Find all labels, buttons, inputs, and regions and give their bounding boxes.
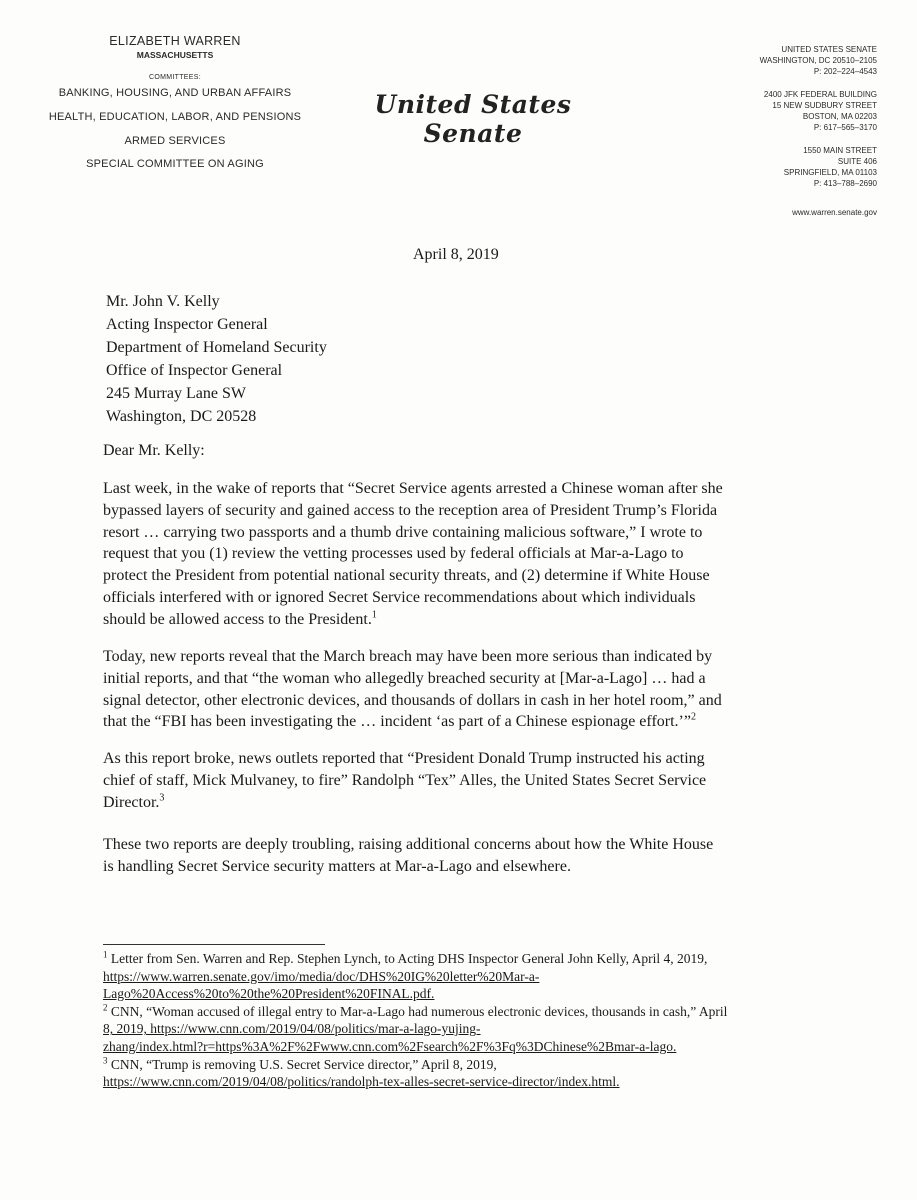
office-line: 15 NEW SUDBURY STREET <box>772 101 877 110</box>
paragraph-line: Last week, in the wake of reports that “Secret Service agents arrested a Chinese woman after she <box>103 480 723 497</box>
footnote-url[interactable]: Lago%20Access%20to%20the%20President%20FINAL.pdf. <box>103 986 435 1002</box>
footnote-line <box>103 950 823 968</box>
footnote-number: 3 <box>103 1055 108 1066</box>
committee-item: ARMED SERVICES <box>124 135 226 147</box>
recipient-line: Office of Inspector General <box>106 362 283 379</box>
paragraph-line: These two reports are deeply troubling, raising additional concerns about how the White House <box>103 836 714 853</box>
footnote <box>103 1056 823 1091</box>
recipient-line: Department of Homeland Security <box>106 339 327 356</box>
body-paragraph <box>103 748 823 813</box>
recipient-line: 245 Murray Lane SW <box>106 385 246 402</box>
paragraph-line: initial reports, and that “the woman who allegedly breached security at [Mar-a-Lago] … had a <box>103 669 706 687</box>
office-line: BOSTON, MA 02203 <box>802 112 877 121</box>
footnote-ref[interactable]: 3 <box>159 792 165 804</box>
footnote-line <box>103 1056 823 1074</box>
letterhead-offices <box>697 44 877 218</box>
footnote-text: CNN, “Woman accused of illegal entry to Mar-a-Lago had numerous electronic devices, thousands in cash,” April <box>110 1003 728 1019</box>
recipient-line: Washington, DC 20528 <box>106 408 257 425</box>
footnote-number: 2 <box>103 1002 108 1013</box>
footnote-url[interactable]: 8, 2019, https://www.cnn.com/2019/04/08/politics/mar-a-lago-yujing- <box>103 1021 481 1037</box>
committee-item: BANKING, HOUSING, AND URBAN AFFAIRS <box>58 87 292 99</box>
office-boston <box>697 89 877 133</box>
footnote-text: CNN, “Trump is removing U.S. Secret Service director,” April 8, 2019, <box>110 1056 497 1072</box>
paragraph-line: protect the President from potential national security threats, and (2) determine if White House <box>103 567 710 585</box>
office-line: 2400 JFK FEDERAL BUILDING <box>763 90 877 99</box>
paragraph-line: request that you (1) review the vetting processes used by federal officials at Mar-a-Lago to <box>103 545 684 563</box>
footnote-text: Letter from Sen. Warren and Rep. Stephen Lynch, to Acting DHS Inspector General John Kelly, April 4, 2019, <box>110 951 708 966</box>
footnote <box>103 1003 823 1056</box>
senator-state: MASSACHUSETTS <box>136 50 214 60</box>
footnote-number: 1 <box>103 949 108 960</box>
paragraph-line: Director.$^3$ <box>103 792 165 811</box>
paragraph-line: should be allowed access to the President.$^1$ <box>103 609 377 628</box>
paragraph-line: that the “FBI has been investigating the … incident ‘as part of a Chinese espionage effort.’”$^2$ <box>103 712 696 731</box>
body-paragraph <box>103 478 823 631</box>
website-link[interactable]: www.warren.senate.gov <box>792 208 877 217</box>
footnote-url[interactable]: https://www.cnn.com/2019/04/08/politics/randolph-tex-alles-secret-service-director/index.html. <box>103 1074 620 1090</box>
office-line: P: 617–565–3170 <box>813 123 877 132</box>
footnote-url[interactable]: zhang/index.html?r=https%3A%2F%2Fwww.cnn.com%2Fsearch%2F%3Fq%3DChinese%2Bmar-a-lago. <box>103 1038 677 1054</box>
letterhead-left <box>40 34 310 170</box>
office-line: P: 413–788–2690 <box>813 179 877 188</box>
senator-name: ELIZABETH WARREN <box>109 34 241 48</box>
footnote-link-line[interactable] <box>103 985 823 1003</box>
senate-title: United States Senate <box>374 90 572 148</box>
footnote-link-line[interactable] <box>103 968 823 986</box>
recipient-line: Acting Inspector General <box>106 316 268 333</box>
committee-item: HEALTH, EDUCATION, LABOR, AND PENSIONS <box>48 111 302 123</box>
salutation: Dear Mr. Kelly: <box>103 442 205 459</box>
office-line: 1550 MAIN STREET <box>803 146 877 155</box>
footnote-ref[interactable]: 2 <box>690 712 696 724</box>
body-paragraph <box>103 834 823 878</box>
footnote-ref[interactable]: 1 <box>371 609 377 621</box>
office-line: P: 202–224–4543 <box>813 67 877 76</box>
office-springfield <box>697 145 877 189</box>
footnote-link-line[interactable] <box>103 1020 823 1038</box>
office-line: WASHINGTON, DC 20510–2105 <box>759 56 877 65</box>
footnote-link-line[interactable] <box>103 1073 823 1091</box>
paragraph-line: bypassed layers of security and gained access to the reception area of President Trump’s Florida <box>103 501 718 519</box>
paragraph-line: resort … carrying two passports and a thumb drive containing malicious software,” I wrote to <box>103 523 703 541</box>
footnote-link-line[interactable] <box>103 1038 823 1056</box>
committee-item: SPECIAL COMMITTEE ON AGING <box>86 158 264 170</box>
office-line: UNITED STATES SENATE <box>781 45 877 54</box>
recipient-address <box>106 290 327 428</box>
paragraph-line: chief of staff, Mick Mulvaney, to fire” Randolph “Tex” Alles, the United States Secret Service <box>103 771 707 789</box>
letter-date: April 8, 2019 <box>413 246 499 263</box>
paragraph-line: is handling Secret Service security matters at Mar-a-Lago and elsewhere. <box>103 857 571 875</box>
office-washington <box>697 44 877 77</box>
body-paragraph <box>103 646 823 733</box>
footnote-line <box>103 1003 823 1021</box>
footnotes <box>103 950 823 1091</box>
recipient-line: Mr. John V. Kelly <box>106 293 220 310</box>
committees-label: COMMITTEES: <box>149 74 201 81</box>
paragraph-line: signal detector, other electronic devices, and thousands of dollars in cash in her hotel room,” and <box>103 691 722 709</box>
footnote-url[interactable]: https://www.warren.senate.gov/imo/media/doc/DHS%20IG%20letter%20Mar-a- <box>103 968 540 984</box>
office-line: SUITE 406 <box>837 157 877 166</box>
paragraph-line: Today, new reports reveal that the March breach may have been more serious than indicated by <box>103 648 713 665</box>
footnote-divider <box>103 944 325 945</box>
office-line: SPRINGFIELD, MA 01103 <box>783 168 877 177</box>
paragraph-line: officials interfered with or ignored Secret Service recommendations about which individuals <box>103 588 696 606</box>
paragraph-line: As this report broke, news outlets reported that “President Donald Trump instructed his acting <box>103 750 705 767</box>
footnote <box>103 950 823 1003</box>
